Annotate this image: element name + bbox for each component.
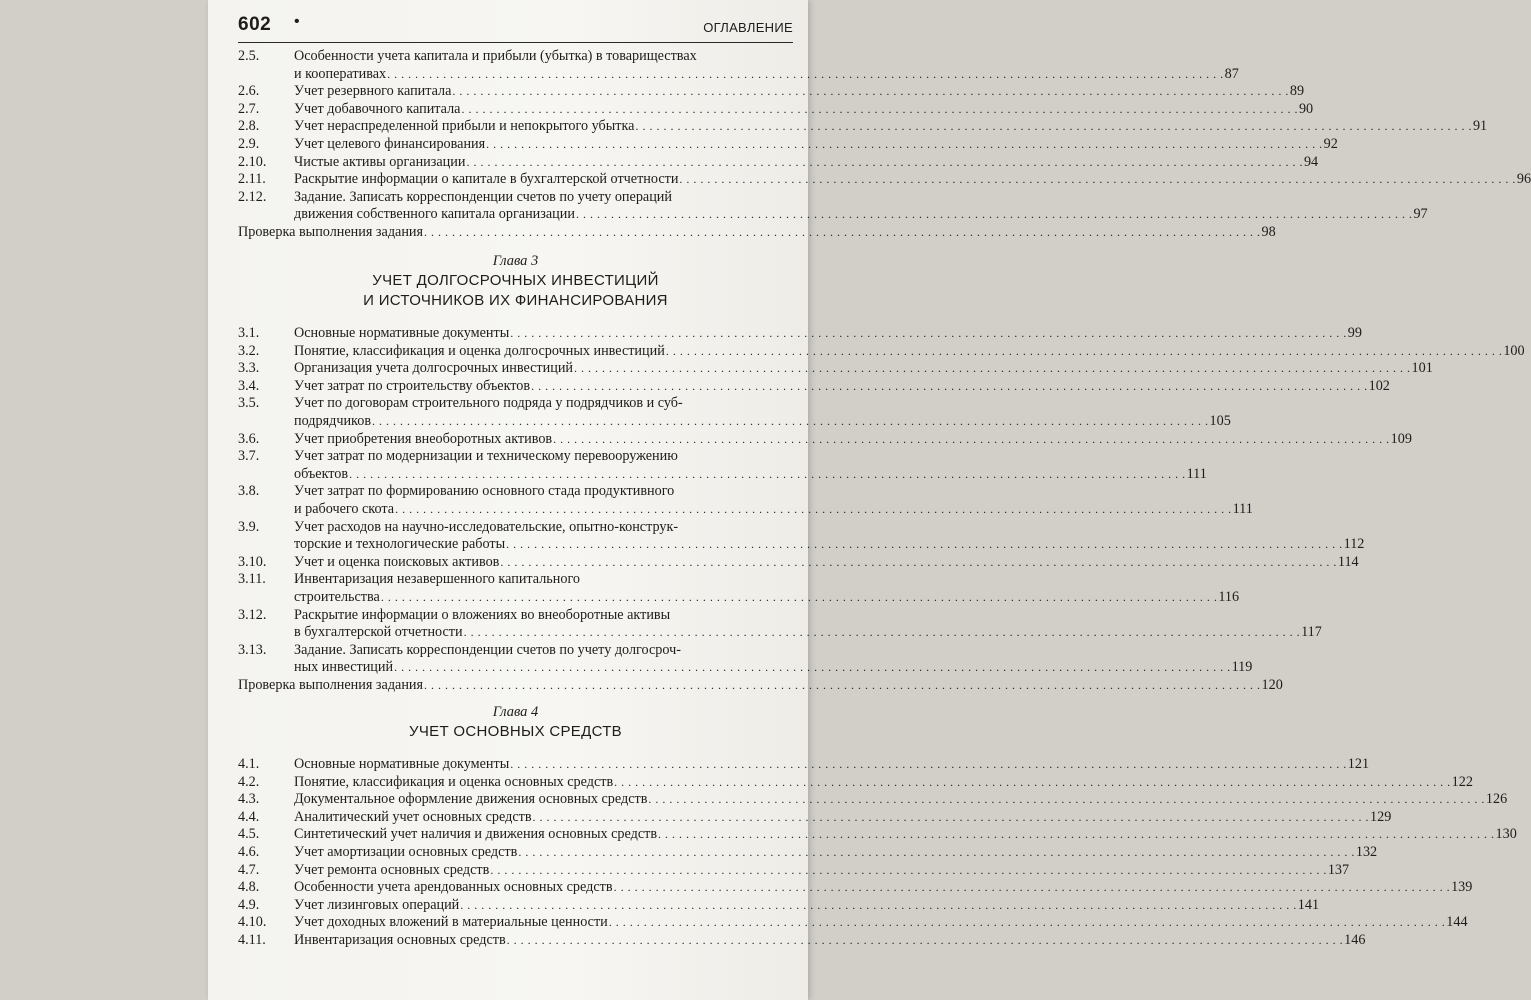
page-ref: 119 bbox=[1231, 659, 1253, 676]
section-number: 4.4. bbox=[238, 808, 260, 825]
section-number: 4.3. bbox=[238, 791, 260, 808]
section-number: 4.7. bbox=[238, 861, 260, 878]
page-ref: 97 bbox=[1413, 206, 1428, 223]
entry-title-line: Понятие, классификация и оценка основных средств bbox=[294, 773, 614, 790]
page-ref: 116 bbox=[1218, 588, 1240, 605]
toc-entry bbox=[238, 118, 1488, 136]
section-number: 2.12. bbox=[238, 188, 267, 205]
page-ref: 94 bbox=[1303, 153, 1319, 170]
page-ref: 130 bbox=[1495, 826, 1517, 843]
page-ref: 112 bbox=[1343, 536, 1365, 553]
section-number: 3.9. bbox=[238, 518, 260, 535]
section-number: 4.1. bbox=[238, 756, 260, 772]
entry-title-line: объектов bbox=[294, 465, 349, 482]
section-number: 3.12. bbox=[238, 606, 267, 623]
dot-leader: . . . . . . . . . . . . . . . . . . . . . . . . . . . . . . . . . . . . . . . . . . . . . . . . . . . . . . . . . . . . . . . . . . . . . . . . . . . . . . . . . . . . . . . . . . . . . . . . . . . . . . . . . . . . . . . . . . . . . . . . bbox=[679, 172, 1516, 187]
entry-title-line: ных инвестиций bbox=[294, 659, 394, 676]
page-ref: 126 bbox=[1485, 791, 1508, 808]
entry-title-line: Учет затрат по модернизации и техническому перевооружению bbox=[294, 448, 678, 465]
toc-entry bbox=[238, 641, 1253, 677]
toc-entry bbox=[238, 756, 1370, 774]
entry-title-line: Инвентаризация основных средств bbox=[294, 931, 506, 948]
page-ref: 132 bbox=[1355, 843, 1378, 860]
dot-leader: . . . . . . . . . . . . . . . . . . . . . . . . . . . . . . . . . . . . . . . . . . . . . . . . . . . . . . . . . . . . . . . . . . . . . . . . . . . . . . . . . . . . . . . . . . . . . . . . . . . . . . . . . . . . . . . . . . . . . . . . bbox=[461, 101, 1298, 116]
toc-block-chapter-4 bbox=[238, 756, 1517, 950]
chapter-4-heading bbox=[238, 703, 793, 742]
chapter-3-heading bbox=[238, 252, 793, 311]
dot-leader: . . . . . . . . . . . . . . . . . . . . . . . . . . . . . . . . . . . . . . . . . . . . . . . . . . . . . . . . . . . . . . . . . . . . . . . . . . . . . . . . . . . . . . . . . . . . . . . . . . . . . . . . . . . . . . . . . . . . . . . . bbox=[531, 378, 1368, 393]
entry-title-line: Аналитический учет основных средств bbox=[294, 808, 532, 825]
dot-leader: . . . . . . . . . . . . . . . . . . . . . . . . . . . . . . . . . . . . . . . . . . . . . . . . . . . . . . . . . . . . . . . . . . . . . . . . . . . . . . . . . . . . . . . . . . . . . . . . . . . . . . . . . . . . . . . . . . . . . . . . bbox=[463, 625, 1301, 640]
entry-title-line: Учет доходных вложений в материальные ценности bbox=[294, 914, 608, 931]
section-number: 4.11. bbox=[238, 931, 266, 948]
dot-leader: . . . . . . . . . . . . . . . . . . . . . . . . . . . . . . . . . . . . . . . . . . . . . . . . . . . . . . . . . . . . . . . . . . . . . . . . . . . . . . . . . . . . . . . . . . . . . . . . . . . . . . . . . . . . . . . . . . . . . . . . bbox=[635, 119, 1472, 134]
dot-leader: . . . . . . . . . . . . . . . . . . . . . . . . . . . . . . . . . . . . . . . . . . . . . . . . . . . . . . . . . . . . . . . . . . . . . . . . . . . . . . . . . . . . . . . . . . . . . . . . . . . . . . . . . . . . . . . . . . . . . . . . bbox=[575, 207, 1413, 222]
toc-entry bbox=[238, 861, 1350, 880]
section-number: 3.7. bbox=[238, 448, 260, 465]
toc-entry bbox=[238, 188, 1428, 224]
toc-entry bbox=[238, 325, 1362, 343]
entry-title-line: Учет по договорам строительного подряда у подрядчиков и суб- bbox=[294, 395, 683, 412]
dot-leader: . . . . . . . . . . . . . . . . . . . . . . . . . . . . . . . . . . . . . . . . . . . . . . . . . . . . . . . . . . . . . . . . . . . . . . . . . . . . . . . . . . . . . . . . . . . . . . . . . . . . . . . . . . . . . . . . . . . . . . . . bbox=[532, 809, 1370, 824]
running-header bbox=[238, 12, 793, 43]
toc-entry bbox=[238, 377, 1390, 396]
entry-title-line: Особенности учета арендованных основных средств bbox=[294, 879, 613, 896]
page-ref: 120 bbox=[1261, 676, 1283, 693]
page-ref: 92 bbox=[1323, 135, 1338, 152]
toc-block-chapter-3 bbox=[238, 325, 1525, 694]
dot-leader: . . . . . . . . . . . . . . . . . . . . . . . . . . . . . . . . . . . . . . . . . . . . . . . . . . . . . . . . . . . . . . . . . . . . . . . . . . . . . . . . . . . . . . . . . . . . . . . . . . . . . . . . . . . . . . . . . . . . . . . . bbox=[506, 932, 1344, 947]
dot-leader: . . . . . . . . . . . . . . . . . . . . . . . . . . . . . . . . . . . . . . . . . . . . . . . . . . . . . . . . . . . . . . . . . . . . . . . . . . . . . . . . . . . . . . . . . . . . . . . . . . . . . . . . . . . . . . . . . . . . . . . . bbox=[387, 66, 1224, 81]
toc-entry bbox=[238, 879, 1473, 897]
section-number: 2.11. bbox=[238, 171, 266, 188]
page-ref: 89 bbox=[1289, 83, 1305, 100]
chapter-title-line: И ИСТОЧНИКОВ ИХ ФИНАНСИРОВАНИЯ bbox=[363, 292, 668, 309]
entry-title-line: Основные нормативные документы bbox=[294, 756, 510, 772]
dot-leader: . . . . . . . . . . . . . . . . . . . . . . . . . . . . . . . . . . . . . . . . . . . . . . . . . . . . . . . . . . . . . . . . . . . . . . . . . . . . . . . . . . . . . . . . . . . . . . . . . . . . . . . . . . . . . . . . . . . . . . . . bbox=[380, 589, 1218, 604]
section-number: 4.10. bbox=[238, 914, 267, 931]
page-ref: 144 bbox=[1446, 914, 1468, 931]
toc-entry bbox=[238, 223, 1276, 242]
section-number: 3.1. bbox=[238, 325, 260, 341]
dot-leader: . . . . . . . . . . . . . . . . . . . . . . . . . . . . . . . . . . . . . . . . . . . . . . . . . . . . . . . . . . . . . . . . . . . . . . . . . . . . . . . . . . . . . . . . . . . . . . . . . . . . . . . . . . . . . . . . . . . . . . . . bbox=[665, 343, 1503, 358]
toc-entry bbox=[238, 153, 1319, 172]
toc-entry bbox=[238, 571, 1240, 606]
toc-entry bbox=[238, 100, 1314, 119]
section-number: 2.6. bbox=[238, 83, 260, 100]
entry-title-line: Учет приобретения внеоборотных активов bbox=[294, 430, 553, 447]
toc-entry bbox=[238, 171, 1531, 189]
dot-leader: . . . . . . . . . . . . . . . . . . . . . . . . . . . . . . . . . . . . . . . . . . . . . . . . . . . . . . . . . . . . . . . . . . . . . . . . . . . . . . . . . . . . . . . . . . . . . . . . . . . . . . . . . . . . . . . . . . . . . . . . bbox=[490, 862, 1327, 877]
dot-leader: . . . . . . . . . . . . . . . . . . . . . . . . . . . . . . . . . . . . . . . . . . . . . . . . . . . . . . . . . . . . . . . . . . . . . . . . . . . . . . . . . . . . . . . . . . . . . . . . . . . . . . . . . . . . . . . . . . . . . . . . bbox=[510, 757, 1347, 771]
section-number: 2.7. bbox=[238, 100, 260, 117]
page-ref: 111 bbox=[1232, 500, 1253, 517]
dot-leader: . . . . . . . . . . . . . . . . . . . . . . . . . . . . . . . . . . . . . . . . . . . . . . . . . . . . . . . . . . . . . . . . . . . . . . . . . . . . . . . . . . . . . . . . . . . . . . . . . . . . . . . . . . . . . . . . . . . . . . . . bbox=[394, 660, 1231, 675]
dot-leader: . . . . . . . . . . . . . . . . . . . . . . . . . . . . . . . . . . . . . . . . . . . . . . . . . . . . . . . . . . . . . . . . . . . . . . . . . . . . . . . . . . . . . . . . . . . . . . . . . . . . . . . . . . . . . . . . . . . . . . . . bbox=[395, 501, 1232, 516]
section-number: 2.8. bbox=[238, 118, 260, 135]
entry-title-line: Задание. Записать корреспонденции счетов по учету операций bbox=[294, 188, 672, 205]
entry-title-line: Документальное оформление движения основных средств bbox=[294, 791, 648, 808]
page-ref: 117 bbox=[1301, 624, 1322, 641]
page-ref: 114 bbox=[1337, 553, 1359, 570]
section-title: ОГЛАВЛЕНИЕ bbox=[703, 20, 793, 35]
dot-leader: . . . . . . . . . . . . . . . . . . . . . . . . . . . . . . . . . . . . . . . . . . . . . . . . . . . . . . . . . . . . . . . . . . . . . . . . . . . . . . . . . . . . . . . . . . . . . . . . . . . . . . . . . . . . . . . . . . . . . . . . bbox=[466, 154, 1303, 169]
page-ref: 100 bbox=[1503, 342, 1525, 359]
section-number: 3.11. bbox=[238, 571, 266, 588]
dot-leader: . . . . . . . . . . . . . . . . . . . . . . . . . . . . . . . . . . . . . . . . . . . . . . . . . . . . . . . . . . . . . . . . . . . . . . . . . . . . . . . . . . . . . . . . . . . . . . . . . . . . . . . . . . . . . . . . . . . . . . . . bbox=[574, 361, 1411, 376]
page-ref: 146 bbox=[1344, 931, 1366, 948]
page-ref: 91 bbox=[1472, 118, 1488, 135]
entry-title-line: движения собственного капитала организации bbox=[294, 206, 575, 223]
entry-title-line: Задание. Записать корреспонденции счетов по учету долгосроч- bbox=[294, 641, 681, 658]
dot-leader: . . . . . . . . . . . . . . . . . . . . . . . . . . . . . . . . . . . . . . . . . . . . . . . . . . . . . . . . . . . . . . . . . . . . . . . . . . . . . . . . . . . . . . . . . . . . . . . . . . . . . . . . . . . . . . . . . . . . . . . . bbox=[424, 224, 1261, 239]
section-number: 2.10. bbox=[238, 153, 267, 170]
page-ref: 99 bbox=[1347, 325, 1362, 341]
section-number: 3.8. bbox=[238, 483, 260, 500]
entry-title-line: и рабочего скота bbox=[294, 500, 395, 517]
section-number: 4.2. bbox=[238, 773, 260, 790]
header-bullet: • bbox=[294, 13, 300, 30]
entry-title-line: подрядчиков bbox=[294, 412, 372, 429]
section-number: 3.13. bbox=[238, 641, 267, 658]
toc-entry bbox=[238, 553, 1359, 572]
dot-leader: . . . . . . . . . . . . . . . . . . . . . . . . . . . . . . . . . . . . . . . . . . . . . . . . . . . . . . . . . . . . . . . . . . . . . . . . . . . . . . . . . . . . . . . . . . . . . . . . . . . . . . . . . . . . . . . . . . . . . . . . bbox=[613, 880, 1451, 895]
dot-leader: . . . . . . . . . . . . . . . . . . . . . . . . . . . . . . . . . . . . . . . . . . . . . . . . . . . . . . . . . . . . . . . . . . . . . . . . . . . . . . . . . . . . . . . . . . . . . . . . . . . . . . . . . . . . . . . . . . . . . . . . bbox=[452, 84, 1289, 99]
entry-title-line: торские и технологические работы bbox=[294, 536, 506, 553]
toc-entry bbox=[238, 843, 1378, 862]
toc-entry bbox=[238, 430, 1412, 449]
toc-entry bbox=[238, 48, 1239, 83]
section-number: 3.3. bbox=[238, 360, 260, 377]
page-ref: 121 bbox=[1347, 756, 1370, 772]
toc-entry bbox=[238, 83, 1305, 101]
page-ref: 90 bbox=[1298, 100, 1314, 117]
section-number: 2.9. bbox=[238, 135, 260, 152]
chapter-title-line: УЧЕТ ОСНОВНЫХ СРЕДСТВ bbox=[409, 723, 622, 740]
toc-block-chapter-2 bbox=[238, 48, 1531, 242]
page-ref: 109 bbox=[1390, 430, 1412, 447]
section-number: 3.6. bbox=[238, 430, 260, 447]
toc-entry bbox=[238, 931, 1366, 950]
dot-leader: . . . . . . . . . . . . . . . . . . . . . . . . . . . . . . . . . . . . . . . . . . . . . . . . . . . . . . . . . . . . . . . . . . . . . . . . . . . . . . . . . . . . . . . . . . . . . . . . . . . . . . . . . . . . . . . . . . . . . . . . bbox=[614, 774, 1451, 789]
dot-leader: . . . . . . . . . . . . . . . . . . . . . . . . . . . . . . . . . . . . . . . . . . . . . . . . . . . . . . . . . . . . . . . . . . . . . . . . . . . . . . . . . . . . . . . . . . . . . . . . . . . . . . . . . . . . . . . . . . . . . . . . bbox=[553, 431, 1390, 446]
entry-title-line: строительства bbox=[294, 588, 380, 605]
book-page bbox=[208, 0, 1531, 1000]
toc-entry bbox=[238, 676, 1283, 695]
section-number: 4.6. bbox=[238, 843, 260, 860]
entry-title-line: Проверка выполнения задания bbox=[238, 676, 424, 693]
entry-title-line: Инвентаризация незавершенного капитального bbox=[294, 571, 581, 588]
dot-leader: . . . . . . . . . . . . . . . . . . . . . . . . . . . . . . . . . . . . . . . . . . . . . . . . . . . . . . . . . . . . . . . . . . . . . . . . . . . . . . . . . . . . . . . . . . . . . . . . . . . . . . . . . . . . . . . . . . . . . . . . bbox=[510, 326, 1347, 340]
chapter-title-line: УЧЕТ ДОЛГОСРОЧНЫХ ИНВЕСТИЦИЙ bbox=[372, 272, 659, 289]
toc-entry bbox=[238, 791, 1508, 809]
entry-title-line: Понятие, классификация и оценка долгосрочных инвестиций bbox=[294, 342, 665, 359]
dot-leader: . . . . . . . . . . . . . . . . . . . . . . . . . . . . . . . . . . . . . . . . . . . . . . . . . . . . . . . . . . . . . . . . . . . . . . . . . . . . . . . . . . . . . . . . . . . . . . . . . . . . . . . . . . . . . . . . . . . . . . . . bbox=[349, 466, 1186, 481]
entry-title-line: Учет и оценка поисковых активов bbox=[294, 553, 500, 570]
dot-leader: . . . . . . . . . . . . . . . . . . . . . . . . . . . . . . . . . . . . . . . . . . . . . . . . . . . . . . . . . . . . . . . . . . . . . . . . . . . . . . . . . . . . . . . . . . . . . . . . . . . . . . . . . . . . . . . . . . . . . . . . bbox=[460, 897, 1297, 912]
page-ref: 111 bbox=[1186, 465, 1207, 482]
dot-leader: . . . . . . . . . . . . . . . . . . . . . . . . . . . . . . . . . . . . . . . . . . . . . . . . . . . . . . . . . . . . . . . . . . . . . . . . . . . . . . . . . . . . . . . . . . . . . . . . . . . . . . . . . . . . . . . . . . . . . . . . bbox=[658, 827, 1495, 842]
page-ref: 102 bbox=[1368, 377, 1390, 394]
section-number: 2.5. bbox=[238, 48, 260, 64]
page-ref: 137 bbox=[1327, 861, 1350, 878]
section-number: 4.5. bbox=[238, 826, 260, 843]
page-ref: 98 bbox=[1261, 223, 1276, 240]
entry-title-line: Чистые активы организации bbox=[294, 153, 466, 170]
entry-title-line: Учет расходов на научно-исследовательские, опытно-конструк- bbox=[294, 518, 679, 535]
entry-title-line: Учет затрат по формированию основного стада продуктивного bbox=[294, 483, 675, 500]
entry-title-line: Организация учета долгосрочных инвестиций bbox=[294, 360, 573, 377]
toc-entry bbox=[238, 342, 1525, 361]
entry-title-line: Учет добавочного капитала bbox=[294, 100, 461, 117]
page-ref: 87 bbox=[1224, 65, 1239, 82]
entry-title-line: Особенности учета капитала и прибыли (убытка) в товариществах bbox=[294, 48, 697, 64]
entry-title-line: в бухгалтерской отчетности bbox=[294, 624, 463, 641]
dot-leader: . . . . . . . . . . . . . . . . . . . . . . . . . . . . . . . . . . . . . . . . . . . . . . . . . . . . . . . . . . . . . . . . . . . . . . . . . . . . . . . . . . . . . . . . . . . . . . . . . . . . . . . . . . . . . . . . . . . . . . . . bbox=[486, 136, 1323, 151]
entry-title-line: Основные нормативные документы bbox=[294, 325, 510, 341]
section-number: 3.10. bbox=[238, 553, 267, 570]
entry-title-line: Раскрытие информации о вложениях во внеоборотные активы bbox=[294, 606, 671, 623]
entry-title-line: Раскрытие информации о капитале в бухгалтерской отчетности bbox=[294, 171, 679, 188]
entry-title-line: Учет нераспределенной прибыли и непокрытого убытка bbox=[294, 118, 635, 135]
section-number: 4.8. bbox=[238, 879, 260, 896]
chapter-label: Глава 4 bbox=[492, 704, 539, 720]
entry-title-line: Проверка выполнения задания bbox=[238, 223, 424, 240]
toc-entry bbox=[238, 135, 1338, 154]
toc-entry bbox=[238, 896, 1320, 915]
page-number: 602 bbox=[238, 14, 272, 35]
dot-leader: . . . . . . . . . . . . . . . . . . . . . . . . . . . . . . . . . . . . . . . . . . . . . . . . . . . . . . . . . . . . . . . . . . . . . . . . . . . . . . . . . . . . . . . . . . . . . . . . . . . . . . . . . . . . . . . . . . . . . . . . bbox=[424, 677, 1261, 692]
toc-entry bbox=[238, 914, 1468, 932]
entry-title-line: Синтетический учет наличия и движения основных средств bbox=[294, 826, 658, 843]
page-ref: 96 bbox=[1516, 171, 1531, 188]
section-number: 3.4. bbox=[238, 377, 260, 394]
page-ref: 129 bbox=[1370, 808, 1392, 825]
page-ref: 141 bbox=[1297, 896, 1320, 913]
entry-title-line: Учет резервного капитала bbox=[294, 83, 452, 100]
toc-entry bbox=[238, 395, 1231, 430]
section-number: 3.5. bbox=[238, 395, 260, 412]
page-ref: 139 bbox=[1451, 879, 1473, 896]
toc-entry bbox=[238, 808, 1392, 827]
toc-entry bbox=[238, 483, 1253, 518]
entry-title-line: и кооперативах bbox=[294, 65, 387, 82]
page-ref: 105 bbox=[1209, 412, 1231, 429]
entry-title-line: Учет затрат по строительству объектов bbox=[294, 377, 531, 394]
entry-title-line: Учет амортизации основных средств bbox=[294, 843, 518, 860]
entry-title-line: Учет целевого финансирования bbox=[294, 135, 486, 152]
dot-leader: . . . . . . . . . . . . . . . . . . . . . . . . . . . . . . . . . . . . . . . . . . . . . . . . . . . . . . . . . . . . . . . . . . . . . . . . . . . . . . . . . . . . . . . . . . . . . . . . . . . . . . . . . . . . . . . . . . . . . . . . bbox=[506, 537, 1343, 552]
toc-entry bbox=[238, 606, 1322, 642]
toc-entry bbox=[238, 773, 1473, 792]
toc-entry bbox=[238, 518, 1365, 554]
chapter-label: Глава 3 bbox=[492, 253, 539, 269]
entry-title-line: Учет лизинговых операций bbox=[294, 896, 460, 913]
dot-leader: . . . . . . . . . . . . . . . . . . . . . . . . . . . . . . . . . . . . . . . . . . . . . . . . . . . . . . . . . . . . . . . . . . . . . . . . . . . . . . . . . . . . . . . . . . . . . . . . . . . . . . . . . . . . . . . . . . . . . . . . bbox=[500, 554, 1337, 569]
toc-entry bbox=[238, 360, 1433, 378]
toc-entry bbox=[238, 448, 1207, 483]
section-number: 4.9. bbox=[238, 896, 260, 913]
dot-leader: . . . . . . . . . . . . . . . . . . . . . . . . . . . . . . . . . . . . . . . . . . . . . . . . . . . . . . . . . . . . . . . . . . . . . . . . . . . . . . . . . . . . . . . . . . . . . . . . . . . . . . . . . . . . . . . . . . . . . . . . bbox=[518, 844, 1355, 859]
entry-title-line: Учет ремонта основных средств bbox=[294, 861, 490, 878]
toc-entry bbox=[238, 826, 1517, 844]
section-number: 3.2. bbox=[238, 342, 260, 359]
dot-leader: . . . . . . . . . . . . . . . . . . . . . . . . . . . . . . . . . . . . . . . . . . . . . . . . . . . . . . . . . . . . . . . . . . . . . . . . . . . . . . . . . . . . . . . . . . . . . . . . . . . . . . . . . . . . . . . . . . . . . . . . bbox=[608, 915, 1446, 930]
page-ref: 101 bbox=[1411, 360, 1433, 377]
page-ref: 122 bbox=[1451, 773, 1473, 790]
dot-leader: . . . . . . . . . . . . . . . . . . . . . . . . . . . . . . . . . . . . . . . . . . . . . . . . . . . . . . . . . . . . . . . . . . . . . . . . . . . . . . . . . . . . . . . . . . . . . . . . . . . . . . . . . . . . . . . . . . . . . . . . bbox=[372, 413, 1209, 428]
dot-leader: . . . . . . . . . . . . . . . . . . . . . . . . . . . . . . . . . . . . . . . . . . . . . . . . . . . . . . . . . . . . . . . . . . . . . . . . . . . . . . . . . . . . . . . . . . . . . . . . . . . . . . . . . . . . . . . . . . . . . . . . bbox=[648, 792, 1485, 807]
